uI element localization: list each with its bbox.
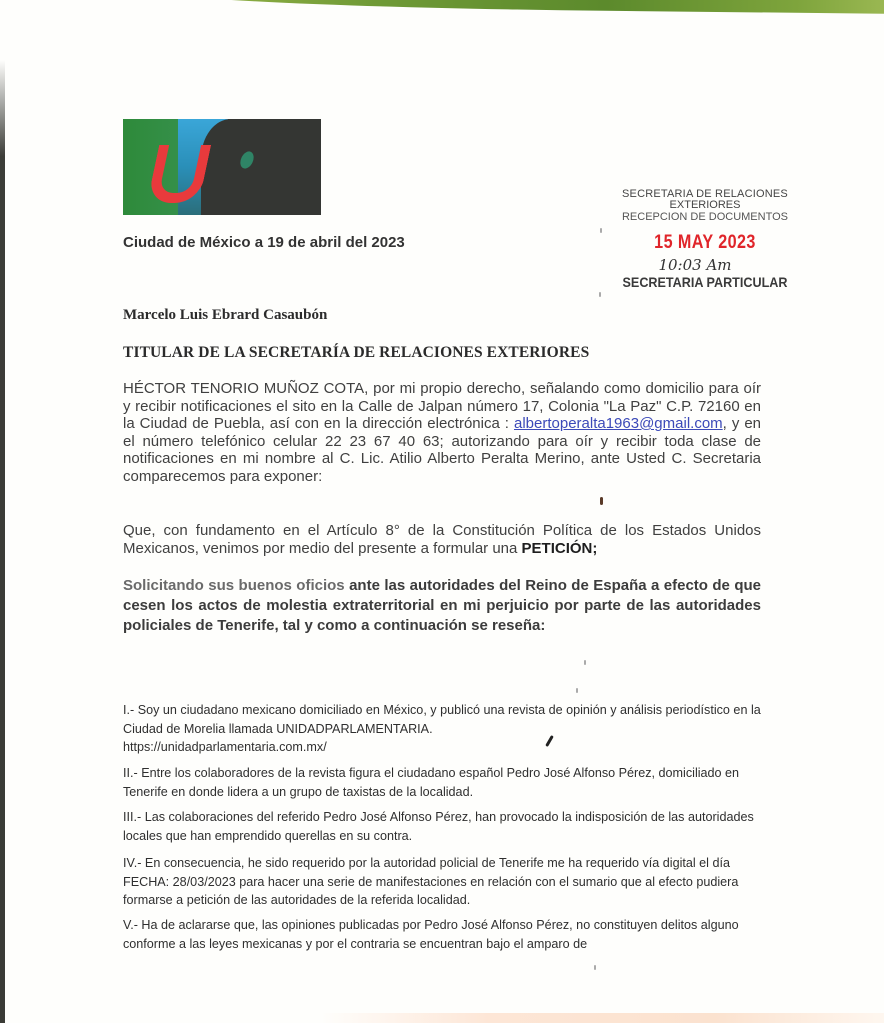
paragraph-foundation — [123, 522, 761, 557]
stamp-date: 15 MAY 2023 — [654, 232, 756, 253]
list-item-text: II.- Entre los colaboradores de la revista figura el ciudadano español Pedro José Alfonso Pérez, domiciliado en Tenerife en donde lidera a un grupo de taxistas de la localidad. — [123, 766, 740, 799]
list-item-2 — [123, 764, 773, 801]
list-item-text: V.- Ha de aclararse que, las opiniones publicadas por Pedro José Alfonso Pérez, no constituyen delitos alguno conforme a las leyes mexicanas y por el contraria se encuentran bajo el amparo de — [123, 918, 739, 951]
list-item-text: IV.- En consecuencia, he sido requerido por la autoridad policial de Tenerife me ha requerido vía digital el día FECHA: 28/03/2023 para hacer una serie de manifestaciones en relación con el sumario que al efecto pudiera formarse a petición de las autoridades de la referida localidad. — [123, 856, 739, 907]
email-link[interactable]: albertoperalta1963@gmail.com — [513, 415, 723, 432]
stamp-line-3: RECEPCION DE DOCUMENTOS — [621, 211, 789, 223]
list-item-text: III.- Las colaboraciones del referido Pedro José Alfonso Pérez, han provocado la indisposición de las autoridades locales que han emprendido querellas en su contra. — [123, 810, 754, 843]
background-bottom-tint — [320, 1013, 884, 1023]
list-item-text: I.- Soy un ciudadano mexicano domiciliado en México, y publicó una revista de opinión y análisis periodístico en la Ciudad de Morelia llamada UNIDADPARLAMENTARIA. — [123, 703, 761, 736]
intro-text-start: HÉCTOR TENORIO MUÑOZ COTA, por mi propio derecho, señalando como domicilio para oír y recibir notificaciones el sito en la Calle de Jalpan número 17, Colonia "La Paz" C.P. 72160 en la Ciudad de Puebla, así con en la dirección electrónica : — [123, 380, 761, 432]
list-item-4 — [123, 854, 773, 910]
paragraph-request — [123, 576, 761, 636]
stamp-handwritten-time: 10:03 Am — [658, 256, 732, 274]
request-lead: Solicitando sus buenos oficios — [123, 577, 345, 594]
stamp-line-2: EXTERIORES — [669, 199, 741, 211]
request-text: ante las autoridades del Reino de España a efecto de que cesen los actos de molestia extraterritorial en mi perjuicio por parte de las autoridades policiales de Tenerife, tal y como a continuación se reseña: — [123, 577, 761, 634]
magazine-url: https://unidadparlamentaria.com.mx/ — [123, 740, 327, 754]
background-grass-edge — [150, 0, 884, 14]
pen-mark — [600, 497, 603, 505]
reception-stamp — [605, 188, 805, 290]
petition-label: PETICIÓN; — [521, 539, 598, 557]
paragraph-introduction — [123, 380, 761, 485]
letterhead-logo — [123, 119, 321, 215]
stamp-line-4: SECRETARIA PARTICULAR — [622, 274, 788, 290]
stamp-line-1: SECRETARIA DE RELACIONES — [622, 188, 788, 200]
foundation-text: Que, con fundamento en el Artículo 8° de la Constitución Política de los Estados Unidos Mexicanos, venimos por medio del presente a formular una — [123, 522, 761, 557]
list-item-3 — [123, 808, 773, 845]
letter-date: Ciudad de México a 19 de abril del 2023 — [123, 234, 405, 251]
list-item-5 — [123, 916, 773, 953]
intro-text-end: , y en el número telefónico celular 22 23 67 40 63; autorizando para oír y recibir toda clase de notificaciones en mi nombre al C. Lic. Atilio Alberto Peralta Merino, ante Usted C. Secretaria comparecemos para exponer: — [123, 415, 762, 485]
addressee-title: TITULAR DE LA SECRETARÍA DE RELACIONES EXTERIORES — [123, 344, 590, 361]
list-item-1 — [123, 701, 773, 757]
background-dark-edge — [0, 60, 5, 1023]
addressee-name: Marcelo Luis Ebrard Casaubón — [123, 307, 328, 323]
